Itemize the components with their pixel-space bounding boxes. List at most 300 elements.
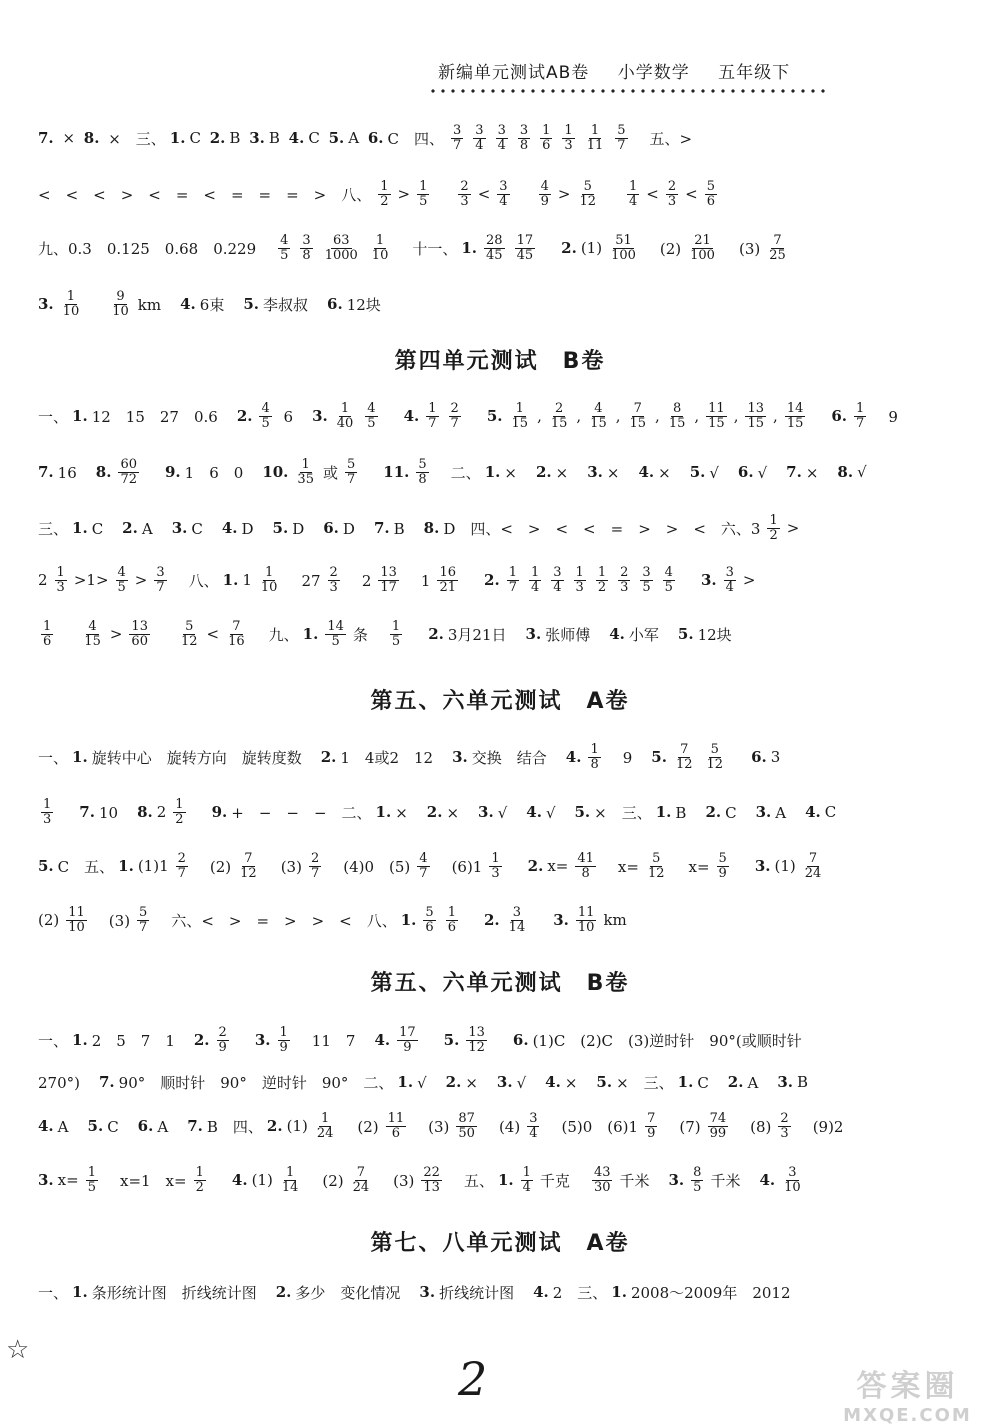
fraction — [259, 402, 271, 430]
answer-text: 10 — [98, 803, 134, 822]
answer-text: A — [775, 803, 802, 822]
answer-line — [38, 735, 968, 779]
fraction-denominator: 100 — [690, 247, 715, 263]
fraction — [767, 514, 779, 542]
fraction-numerator: 1 — [380, 178, 389, 194]
answer-text: 16 — [57, 463, 92, 482]
question-number: 2. — [727, 1073, 744, 1091]
answer-line — [38, 612, 968, 656]
fraction — [323, 234, 360, 262]
fraction — [539, 180, 551, 208]
fraction-denominator: 14 — [281, 1179, 299, 1195]
question-number: 4. — [526, 803, 542, 821]
section-title: 第七、八单元测试 A卷 — [370, 1231, 630, 1256]
fraction-numerator: 1 — [279, 1024, 288, 1040]
fraction-denominator: 7 — [139, 919, 148, 935]
answer-text: > — [786, 519, 800, 537]
answer-text: × — [57, 129, 80, 147]
fraction — [627, 180, 639, 208]
fraction-denominator: 5 — [280, 247, 289, 263]
answer-text: (1)C (2)C (3)逆时针 90°(或顺时针 — [532, 1031, 802, 1050]
fraction-numerator: 2 — [177, 850, 186, 866]
fraction-denominator: 8 — [418, 471, 427, 487]
question-number: 2. — [266, 1117, 283, 1135]
fraction — [782, 1166, 803, 1194]
fraction-numerator: 51 — [615, 232, 632, 248]
answer-text — [468, 406, 483, 427]
answer-text: C 五、 — [57, 857, 115, 876]
fraction — [421, 1166, 442, 1194]
answer-text: 1 — [242, 571, 252, 589]
fraction-denominator: 6 — [447, 919, 456, 935]
answer-text: (1) — [774, 857, 796, 875]
answer-text: , — [773, 407, 778, 425]
fraction — [588, 743, 600, 771]
fraction-denominator: 3 — [329, 579, 338, 595]
answer-line — [38, 1158, 968, 1202]
fraction-numerator: 3 — [453, 122, 462, 138]
fraction-numerator: 1 — [597, 564, 607, 580]
answer-text: x= — [602, 857, 639, 876]
question-number: 6. — [831, 407, 848, 425]
question-number: 5. — [38, 857, 54, 875]
fraction-numerator: 87 — [458, 1110, 475, 1126]
answer-text: × — [465, 1073, 493, 1092]
answer-text: < — [646, 185, 659, 203]
fraction — [118, 458, 139, 486]
answer-text: (4) — [483, 1117, 521, 1136]
fraction — [295, 458, 316, 486]
question-number: 11. — [383, 463, 410, 481]
answer-text: × 三、 — [103, 129, 166, 148]
fraction-numerator: 21 — [694, 232, 711, 248]
question-number: 7. — [187, 1117, 203, 1135]
question-number: 6. — [367, 129, 384, 147]
answer-text — [146, 462, 161, 483]
fraction-denominator: 8 — [581, 865, 590, 881]
fraction-numerator: 1 — [508, 564, 517, 580]
fraction-numerator: 13 — [380, 564, 397, 580]
fraction-numerator: 7 — [356, 1164, 366, 1180]
fraction — [378, 566, 399, 594]
fraction-numerator: 3 — [499, 178, 508, 194]
answer-text: √ — [545, 803, 571, 822]
fraction — [576, 906, 597, 934]
question-number: 4. — [180, 295, 196, 313]
answer-line — [38, 282, 968, 326]
question-number: 3. — [755, 803, 772, 821]
answer-text — [682, 570, 697, 591]
fraction — [194, 1166, 206, 1194]
fraction-numerator: 11 — [577, 904, 595, 920]
fraction — [854, 402, 866, 430]
fraction-numerator: 1 — [491, 850, 500, 866]
fraction-denominator: 7 — [617, 137, 626, 153]
fraction-denominator: 7 — [508, 579, 517, 595]
fraction-numerator: 2 — [620, 564, 629, 580]
question-number: 1. — [677, 1073, 694, 1091]
fraction-numerator: 3 — [512, 904, 522, 920]
section-title: 第五、六单元测试 B卷 — [370, 971, 630, 996]
answer-text — [494, 1030, 509, 1051]
corner-mark: ☆ — [6, 1335, 30, 1365]
answer-text — [732, 747, 747, 768]
fraction-numerator: 11 — [68, 904, 85, 920]
fraction-denominator: 9 — [718, 865, 727, 881]
question-number: 2. — [445, 1073, 462, 1091]
answer-text: √ — [709, 463, 734, 482]
question-number: 5. — [486, 407, 503, 425]
fraction-numerator: 3 — [519, 122, 529, 138]
fraction — [645, 1112, 657, 1140]
fraction-denominator: 15 — [668, 415, 686, 431]
fraction-numerator: 3 — [529, 1110, 538, 1126]
answer-text: D — [241, 519, 269, 538]
fraction-numerator: 43 — [593, 1164, 611, 1180]
fraction-numerator: 1 — [522, 1164, 531, 1180]
answer-line — [38, 1060, 968, 1104]
fraction — [666, 180, 678, 208]
fraction — [515, 234, 536, 262]
fraction-numerator: 5 — [139, 904, 148, 920]
fraction-denominator: 15 — [747, 415, 765, 431]
fraction-denominator: 30 — [593, 1179, 611, 1195]
question-number: 8. — [95, 463, 112, 481]
fraction-denominator: 7 — [156, 579, 165, 595]
question-number: 4. — [545, 1073, 561, 1091]
question-number: 4. — [565, 748, 582, 766]
answer-text — [605, 184, 620, 205]
fraction-denominator: 2 — [597, 579, 607, 595]
answer-text: , — [733, 407, 739, 425]
answer-text: (2) — [194, 857, 232, 876]
answer-text: > — [134, 571, 148, 589]
section-title: 第五、六单元测试 A卷 — [370, 689, 630, 714]
answer-text: 多少 变化情况 — [295, 1283, 416, 1302]
fraction-denominator: 10 — [260, 579, 278, 595]
answer-text: (9)2 — [797, 1117, 844, 1136]
answer-line — [38, 506, 968, 550]
question-number: 1. — [72, 519, 88, 537]
answer-text: 1 4或2 12 — [340, 748, 449, 767]
answer-text: x= — [57, 1171, 79, 1189]
fraction — [466, 1026, 487, 1054]
fraction — [521, 1166, 533, 1194]
fraction-numerator: 4 — [664, 564, 673, 580]
fraction-denominator: 3 — [43, 811, 52, 827]
answer-text: (1) — [286, 1117, 308, 1135]
question-number: 3. — [700, 571, 717, 589]
fraction-numerator: 11 — [708, 400, 725, 416]
fraction — [278, 234, 290, 262]
question-number: 7. — [98, 1073, 115, 1091]
fraction — [315, 1112, 336, 1140]
answer-text — [509, 856, 524, 877]
fraction — [456, 1112, 477, 1140]
answer-text: 一、 — [38, 748, 69, 767]
answer-text: 折线统计图 — [439, 1283, 530, 1302]
question-number: 5. — [87, 1117, 104, 1135]
question-number: 2. — [484, 571, 500, 589]
fraction-numerator: 1 — [629, 178, 638, 194]
fraction — [577, 180, 598, 208]
answer-text: 6束 — [199, 295, 240, 314]
answer-text: , — [537, 407, 542, 425]
fraction-numerator: 1 — [447, 904, 456, 920]
question-number: 6. — [137, 1117, 154, 1135]
fraction-denominator: 12 — [240, 865, 257, 881]
fraction — [351, 1166, 372, 1194]
fraction-numerator: 1 — [590, 122, 600, 138]
fraction — [458, 180, 470, 208]
fraction — [328, 566, 340, 594]
fraction-numerator: 5 — [346, 456, 356, 472]
fraction — [705, 180, 717, 208]
fraction — [640, 566, 652, 594]
fraction-denominator: 3 — [56, 579, 65, 595]
answer-text: (7) — [664, 1117, 701, 1136]
fraction-numerator: 3 — [553, 564, 562, 580]
answer-text: >1> — [73, 571, 109, 589]
fraction-denominator: 4 — [499, 193, 508, 209]
fraction-numerator: 2 — [460, 178, 469, 194]
question-number: 8. — [423, 519, 440, 537]
fraction-denominator: 12 — [180, 633, 198, 649]
answer-text: (2) — [342, 1117, 379, 1136]
fraction-denominator: 6 — [706, 193, 715, 209]
fraction-denominator: 7 — [428, 415, 437, 431]
fraction-denominator: 3 — [667, 193, 677, 209]
fraction — [280, 1166, 301, 1194]
fraction-denominator: 4 — [529, 1125, 538, 1141]
fraction-denominator: 15 — [590, 415, 607, 431]
answer-text: (3) — [723, 239, 761, 258]
answer-text: C — [697, 1073, 724, 1092]
fraction-numerator: 4 — [117, 564, 126, 580]
fraction-numerator: 3 — [642, 564, 651, 580]
question-number: 2. — [484, 911, 500, 929]
question-number: 3. — [478, 803, 494, 821]
question-number: 8. — [837, 463, 854, 481]
fraction — [615, 124, 627, 152]
question-number: 3. — [777, 1073, 793, 1091]
question-number: 9. — [165, 463, 181, 481]
question-number: 1. — [655, 803, 672, 821]
fraction — [646, 852, 667, 880]
fraction-denominator: 4 — [553, 579, 562, 595]
fraction-numerator: 1 — [530, 564, 540, 580]
fraction-denominator: 24 — [316, 1125, 334, 1141]
fraction-numerator: 7 — [633, 400, 642, 416]
fraction — [423, 906, 435, 934]
fraction-numerator: 9 — [116, 288, 125, 304]
fraction-numerator: 5 — [706, 178, 715, 194]
question-number: 4. — [374, 1031, 391, 1049]
answer-text: (2) — [644, 239, 682, 258]
question-number: 3. — [249, 129, 265, 147]
answer-text: (1) — [251, 1171, 273, 1189]
answer-text — [409, 624, 424, 645]
fraction — [55, 566, 67, 594]
fraction-denominator: 10 — [784, 1179, 801, 1195]
fraction — [335, 402, 356, 430]
fraction-denominator: 3 — [460, 193, 469, 209]
fraction-denominator: 9 — [218, 1039, 227, 1055]
fraction-numerator: 1 — [564, 122, 573, 138]
fraction-denominator: 9 — [403, 1039, 412, 1055]
fraction — [154, 566, 166, 594]
fraction-denominator: 1000 — [324, 247, 358, 263]
question-number: 3. — [452, 748, 468, 766]
answer-text: 12块 — [697, 625, 732, 644]
answer-text: (1) — [580, 239, 603, 257]
answer-text: 12块 — [346, 295, 381, 314]
question-number: 2. — [236, 407, 253, 425]
fraction-denominator: 10 — [577, 919, 595, 935]
answer-text — [193, 802, 208, 823]
fraction — [540, 124, 552, 152]
answer-text — [465, 570, 480, 591]
answer-text: 五、 — [448, 1171, 494, 1190]
answer-text: x=1 x= — [104, 1171, 187, 1190]
fraction-denominator: 9 — [279, 1039, 288, 1055]
watermark-line2: MXQE.COM — [843, 1405, 972, 1426]
answer-line — [38, 790, 968, 834]
fraction-numerator: 60 — [120, 456, 137, 472]
question-number: 6. — [323, 519, 339, 537]
fraction-numerator: 1 — [340, 400, 350, 416]
fraction-numerator: 7 — [232, 618, 241, 634]
fraction-denominator: 6 — [43, 633, 52, 649]
fraction — [110, 290, 131, 318]
question-number: 2. — [275, 1283, 292, 1301]
answer-text: A — [57, 1117, 84, 1136]
answer-text: A — [348, 129, 364, 147]
fraction — [778, 1112, 790, 1140]
answer-text: (8) — [735, 1117, 772, 1136]
fraction-numerator: 5 — [185, 618, 194, 634]
question-number: 1. — [72, 1031, 88, 1049]
fraction-numerator: 5 — [652, 850, 661, 866]
fraction-denominator: 3 — [564, 137, 573, 153]
fraction-denominator: 5 — [642, 579, 651, 595]
answer-text: 9 — [607, 748, 648, 767]
fraction-numerator: 1 — [769, 512, 778, 528]
answer-text: (3) — [93, 911, 131, 930]
question-number: 2. — [320, 748, 337, 766]
fraction-denominator: 5 — [331, 633, 340, 649]
fraction-numerator: 4 — [280, 232, 289, 248]
grade-name: 五年级下 — [718, 63, 791, 83]
answer-text: , — [615, 407, 621, 425]
fraction-numerator: 7 — [773, 232, 782, 248]
fraction — [129, 620, 150, 648]
question-number: 1. — [118, 857, 134, 875]
fraction-numerator: 7 — [244, 850, 253, 866]
answer-line — [38, 226, 968, 270]
answer-text: A — [141, 519, 168, 538]
fraction-denominator: 10 — [371, 247, 389, 263]
fraction-numerator: 2 — [329, 564, 338, 580]
fraction — [446, 906, 458, 934]
question-number: 4. — [805, 803, 821, 821]
fraction — [518, 124, 530, 152]
fraction — [300, 234, 312, 262]
fraction-denominator: 4 — [725, 579, 734, 595]
fraction-numerator: 28 — [486, 232, 503, 248]
answer-text — [364, 462, 379, 483]
answer-text: 张师傅 — [545, 625, 606, 644]
question-number: 9. — [211, 803, 228, 821]
answer-text — [157, 624, 172, 645]
fraction-numerator: 1 — [265, 564, 274, 580]
answer-line — [38, 1270, 968, 1314]
answer-text: 2 — [38, 571, 48, 589]
fraction-numerator: 5 — [583, 178, 592, 194]
answer-text: C — [191, 519, 218, 538]
fraction-denominator: 3 — [575, 579, 584, 595]
fraction-denominator: 5 — [261, 415, 270, 431]
answer-text — [436, 184, 451, 205]
fraction-numerator: 2 — [780, 1110, 789, 1126]
answer-text: > — [742, 571, 756, 589]
watermark-line1: 答案圈 — [856, 1369, 959, 1404]
fraction-numerator: 7 — [647, 1110, 656, 1126]
fraction — [592, 1166, 613, 1194]
answer-text — [213, 1170, 228, 1191]
question-number: 5. — [328, 129, 345, 147]
fraction-denominator: 5 — [693, 1179, 702, 1195]
fraction — [426, 402, 438, 430]
answer-text: × — [395, 803, 423, 822]
question-number: 1. — [222, 571, 239, 589]
fraction-denominator: 6 — [542, 137, 551, 153]
fraction-denominator: 21 — [439, 579, 456, 595]
fraction-numerator: 2 — [310, 850, 320, 866]
question-number: 5. — [596, 1073, 613, 1091]
fraction-numerator: 1 — [856, 400, 865, 416]
fraction-denominator: 72 — [120, 471, 137, 487]
question-number: 3. — [754, 857, 771, 875]
fraction — [574, 566, 586, 594]
fraction — [179, 620, 200, 648]
fraction — [497, 180, 509, 208]
fraction-denominator: 12 — [579, 193, 596, 209]
fraction-denominator: 7 — [453, 137, 462, 153]
fraction — [529, 566, 541, 594]
question-number: 4. — [288, 129, 305, 147]
answer-text: (3) — [378, 1171, 415, 1190]
fraction-denominator: 5 — [117, 579, 126, 595]
question-number: 4. — [638, 463, 655, 481]
fraction — [137, 906, 149, 934]
answer-text: 11 7 — [296, 1031, 371, 1050]
question-number: 4. — [221, 519, 238, 537]
answer-text: (2) — [38, 911, 60, 929]
question-number: 1. — [72, 748, 88, 766]
fraction — [706, 402, 727, 430]
question-number: 3. — [254, 1031, 271, 1049]
fraction-numerator: 63 — [332, 232, 350, 248]
fraction — [551, 566, 563, 594]
fraction-numerator: 2 — [218, 1024, 227, 1040]
answer-text: 千米 — [619, 1171, 665, 1190]
answer-text: A — [747, 1073, 774, 1092]
fraction-numerator: 1 — [195, 1164, 204, 1180]
question-number: 8. — [83, 129, 100, 147]
question-number: 2. — [535, 463, 552, 481]
fraction — [473, 124, 485, 152]
